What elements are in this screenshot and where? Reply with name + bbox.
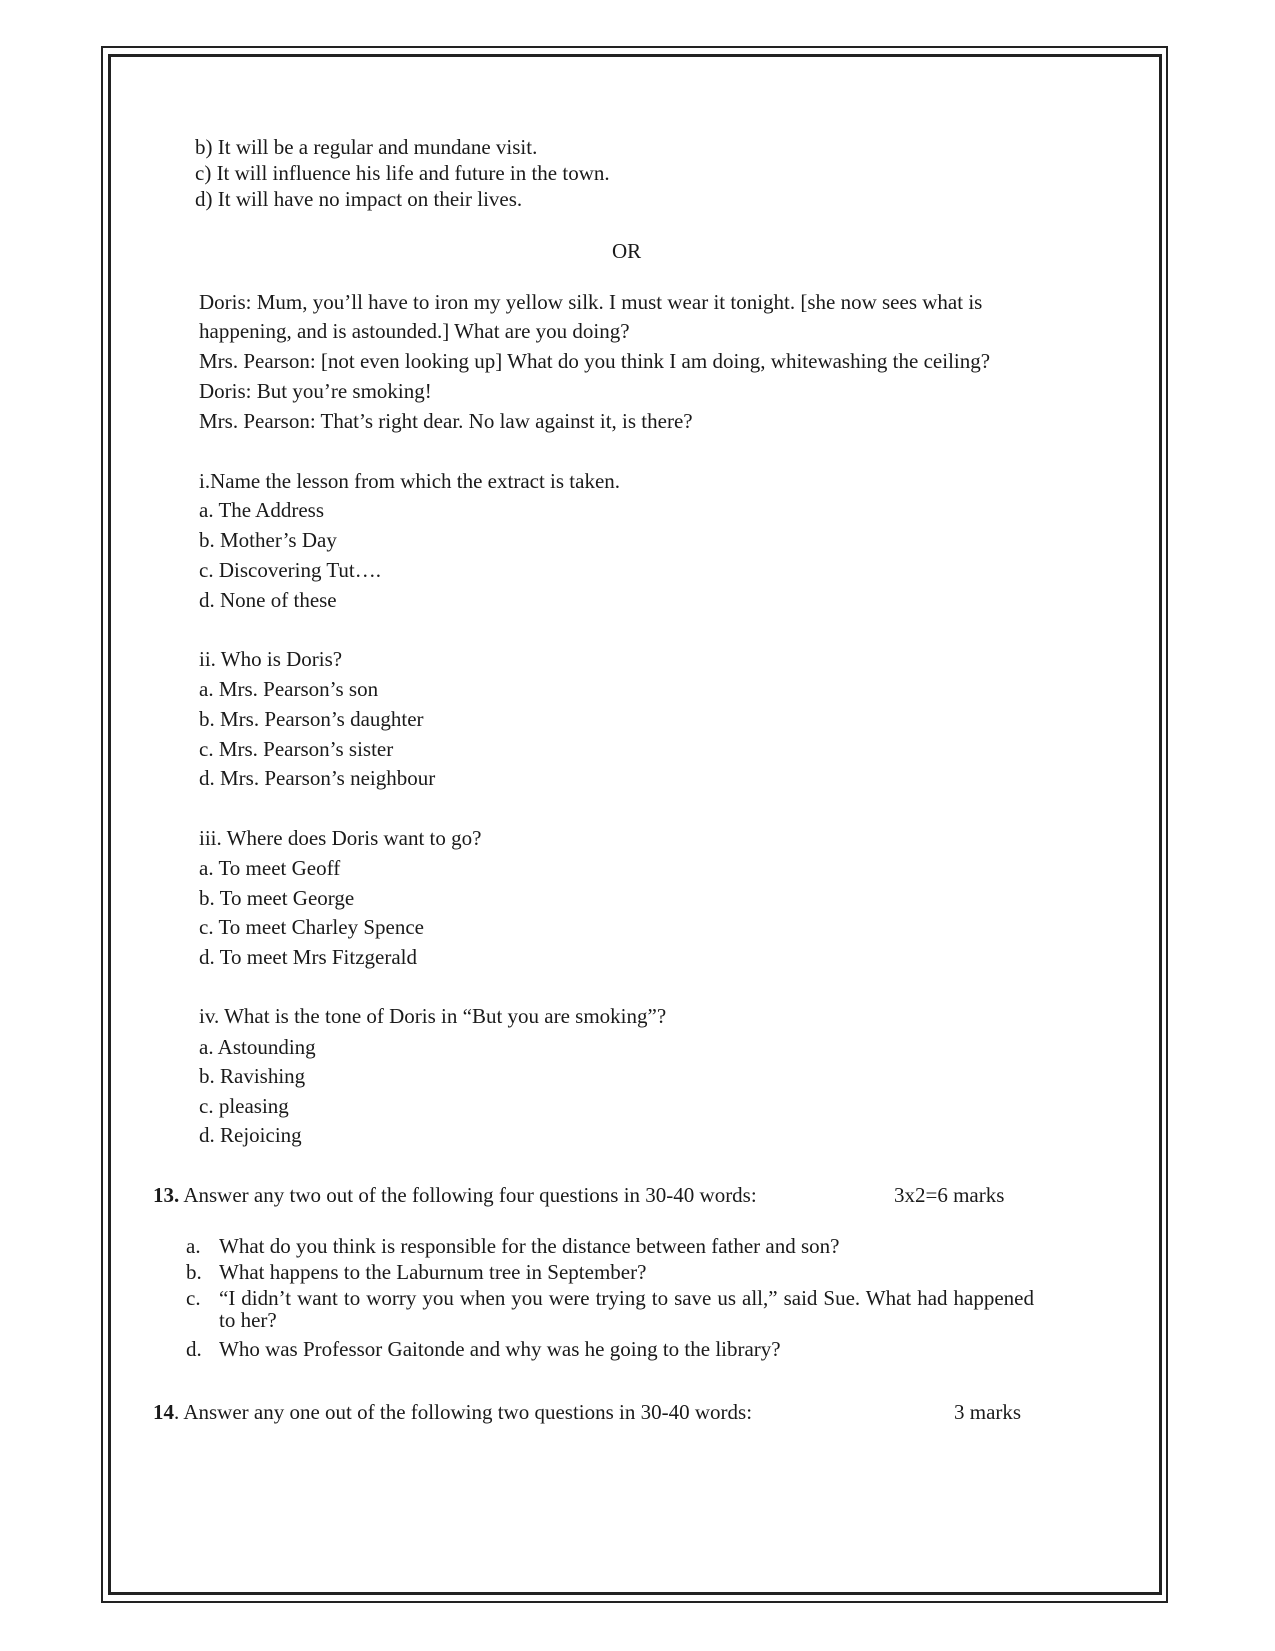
- extract-line: Doris: Mum, you’ll have to iron my yellow silk. I must wear it tonight. [she now sees what is: [199, 290, 983, 314]
- extract-line: Mrs. Pearson: [not even looking up] What do you think I am doing, whitewashing the ceiling?: [199, 349, 991, 373]
- q13-item-label: c.: [186, 1286, 201, 1310]
- q13-item-text: “I didn’t want to worry you when you were trying to save us all,” said Sue. What had happened to her?: [219, 1286, 1034, 1332]
- question-option: b. Ravishing: [199, 1064, 306, 1088]
- q13-item-label: a.: [186, 1234, 201, 1258]
- question-stem: ii. Who is Doris?: [199, 647, 343, 671]
- prev-option-d: d) It will have no impact on their lives.: [195, 187, 523, 211]
- q14-marks: 3 marks: [954, 1400, 1022, 1424]
- question-option: d. None of these: [199, 588, 337, 612]
- question-option: c. pleasing: [199, 1094, 289, 1118]
- q14-text: . Answer any one out of the following two questions in 30-40 words:: [174, 1400, 753, 1424]
- q13-item-label: b.: [186, 1260, 202, 1284]
- question-option: a. Astounding: [199, 1035, 316, 1059]
- question-stem: iv. What is the tone of Doris in “But you are smoking”?: [199, 1004, 667, 1028]
- question-option: a. To meet Geoff: [199, 856, 341, 880]
- q13-item-text: What do you think is responsible for the distance between father and son?: [219, 1234, 840, 1258]
- extract-line: Doris: But you’re smoking!: [199, 379, 432, 403]
- question-option: c. To meet Charley Spence: [199, 915, 424, 939]
- question-option: a. Mrs. Pearson’s son: [199, 677, 379, 701]
- prev-option-b: b) It will be a regular and mundane visit.: [195, 135, 538, 159]
- question-stem: iii. Where does Doris want to go?: [199, 826, 482, 850]
- question-option: d. To meet Mrs Fitzgerald: [199, 945, 418, 969]
- extract-line: Mrs. Pearson: That’s right dear. No law against it, is there?: [199, 409, 693, 433]
- question-stem: i.Name the lesson from which the extract is taken.: [199, 469, 621, 493]
- q13-number: 13.: [153, 1183, 180, 1207]
- question-option: a. The Address: [199, 498, 325, 522]
- or-label: OR: [612, 239, 642, 263]
- question-option: b. Mother’s Day: [199, 528, 337, 552]
- question-option: c. Mrs. Pearson’s sister: [199, 737, 394, 761]
- q13-item-label: d.: [186, 1337, 202, 1361]
- q13-item-text: What happens to the Laburnum tree in September?: [219, 1260, 647, 1284]
- extract-line: happening, and is astounded.] What are you doing?: [199, 319, 630, 343]
- q13-marks: 3x2=6 marks: [894, 1183, 1005, 1207]
- question-option: d. Mrs. Pearson’s neighbour: [199, 766, 436, 790]
- q14-heading: [153, 1399, 752, 1425]
- question-option: b. To meet George: [199, 886, 355, 910]
- question-option: c. Discovering Tut….: [199, 558, 382, 582]
- question-option: d. Rejoicing: [199, 1123, 302, 1147]
- q14-number: 14: [153, 1400, 174, 1424]
- q13-item-text: Who was Professor Gaitonde and why was he going to the library?: [219, 1337, 781, 1361]
- q13-text: Answer any two out of the following four questions in 30-40 words:: [183, 1183, 757, 1207]
- prev-option-c: c) It will influence his life and future in the town.: [195, 161, 610, 185]
- question-option: b. Mrs. Pearson’s daughter: [199, 707, 424, 731]
- q13-heading: [153, 1182, 757, 1208]
